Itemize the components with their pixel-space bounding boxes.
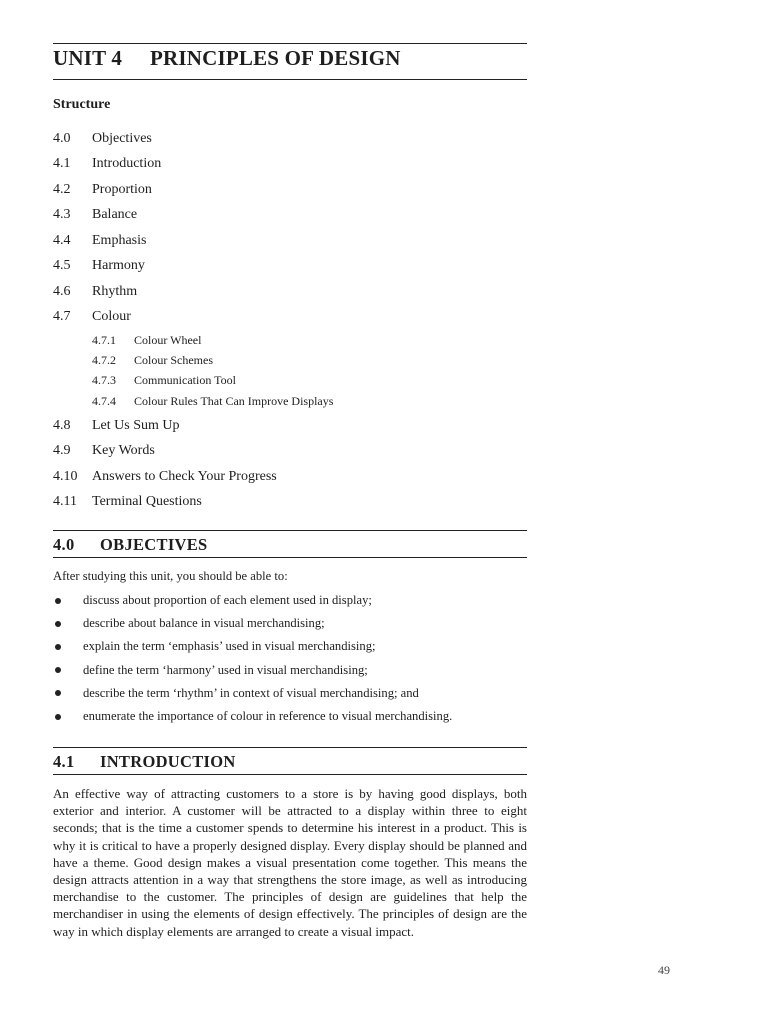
toc-item[interactable] — [53, 177, 527, 203]
toc-item[interactable] — [53, 305, 527, 331]
objective-item — [53, 705, 527, 728]
toc-item-number: 4.4 — [53, 232, 71, 248]
objective-text: explain the term ‘emphasis’ used in visual merchandising; — [83, 639, 376, 654]
objectives-top-rule — [53, 530, 527, 531]
objective-item — [53, 635, 527, 658]
objective-text: enumerate the importance of colour in reference to visual merchandising. — [83, 709, 453, 724]
toc-item-label: Let Us Sum Up — [92, 417, 180, 433]
objective-text: discuss about proportion of each element used in display; — [83, 593, 372, 608]
objective-item — [53, 612, 527, 635]
objectives-heading — [53, 535, 208, 555]
toc-item-label: Key Words — [92, 443, 155, 459]
toc-item-number: 4.2 — [53, 181, 71, 197]
toc-item[interactable] — [53, 413, 527, 439]
objectives-bottom-rule — [53, 557, 527, 558]
objective-item — [53, 589, 527, 612]
toc-item-number: 4.6 — [53, 283, 71, 299]
objective-text: describe about balance in visual merchandising; — [83, 616, 325, 631]
introduction-title: INTRODUCTION — [100, 752, 236, 771]
bullet-icon — [55, 714, 61, 720]
objective-text: describe the term ‘rhythm’ in context of visual merchandising; and — [83, 685, 419, 700]
toc-subitem-number: 4.7.2 — [92, 352, 116, 367]
toc-item[interactable] — [53, 126, 527, 152]
page-number: 49 — [658, 963, 670, 977]
table-of-contents — [53, 126, 527, 515]
introduction-number: 4.1 — [53, 752, 75, 771]
toc-item-number: 4.0 — [53, 130, 71, 146]
bullet-icon — [55, 644, 61, 650]
toc-item-number: 4.11 — [53, 494, 77, 510]
objectives-title: OBJECTIVES — [100, 535, 208, 554]
toc-item-label: Colour — [92, 309, 131, 325]
objective-item — [53, 659, 527, 682]
toc-item-label: Answers to Check Your Progress — [92, 468, 277, 484]
objectives-number: 4.0 — [53, 535, 75, 554]
toc-item[interactable] — [53, 279, 527, 305]
toc-item[interactable] — [53, 203, 527, 229]
toc-subitem-number: 4.7.1 — [92, 332, 116, 347]
toc-item[interactable] — [53, 464, 527, 490]
unit-name: PRINCIPLES OF DESIGN — [150, 46, 401, 70]
toc-item[interactable] — [53, 228, 527, 254]
toc-subitem-label: Colour Wheel — [134, 332, 202, 347]
introduction-heading — [53, 752, 236, 772]
structure-heading: Structure — [53, 97, 111, 112]
bullet-icon — [55, 621, 61, 627]
unit-number: UNIT 4 — [53, 46, 123, 70]
toc-subitem-label: Colour Rules That Can Improve Displays — [134, 393, 334, 408]
toc-item-label: Harmony — [92, 258, 145, 274]
objective-item — [53, 682, 527, 705]
objective-text: define the term ‘harmony’ used in visual merchandising; — [83, 662, 368, 677]
unit-title-bottom-rule — [53, 79, 527, 80]
toc-subitem-label: Colour Schemes — [134, 352, 213, 367]
toc-item-label: Introduction — [92, 156, 162, 172]
objectives-intro: After studying this unit, you should be able to: — [53, 569, 288, 583]
toc-item[interactable] — [53, 254, 527, 280]
toc-item-label: Terminal Questions — [92, 494, 202, 510]
toc-item-number: 4.9 — [53, 443, 71, 459]
toc-item-number: 4.8 — [53, 417, 71, 433]
objectives-list — [53, 589, 527, 728]
toc-item-label: Balance — [92, 207, 138, 223]
introduction-bottom-rule — [53, 774, 527, 775]
toc-subitem[interactable] — [53, 350, 527, 370]
toc-item-number: 4.3 — [53, 207, 71, 223]
toc-subitem[interactable] — [53, 391, 527, 411]
unit-title — [53, 46, 401, 71]
toc-item[interactable] — [53, 490, 527, 516]
introduction-body: An effective way of attracting customers to a store is by having good displays, both exterior and interior. A customer will be attracted to a display within three to eight seconds; that is the time a customer spends to determine his interest in a product. This is why it is critical to have a properly designed display. Every display should be planned and have a theme. Good design makes a visual presentation come together. This means the design attracts attention in a way that strengthens the store image, as well as introducing merchandise to the customer. The principles of design are guidelines that help the merchandiser in using the elements of design effectively. The principles of design are the way in which display elements are arranged to create a visual impact. — [53, 786, 527, 939]
toc-subitem-number: 4.7.4 — [92, 393, 116, 408]
toc-item-label: Objectives — [92, 130, 152, 146]
toc-item-label: Emphasis — [92, 232, 147, 248]
bullet-icon — [55, 690, 61, 696]
bullet-icon — [55, 667, 61, 673]
unit-title-top-rule — [53, 43, 527, 44]
toc-item[interactable] — [53, 439, 527, 465]
toc-item-number: 4.7 — [53, 309, 71, 325]
introduction-top-rule — [53, 747, 527, 748]
toc-subitem[interactable] — [53, 371, 527, 391]
toc-subitem-number: 4.7.3 — [92, 373, 116, 388]
toc-item-number: 4.5 — [53, 258, 71, 274]
toc-item-label: Proportion — [92, 181, 152, 197]
toc-subitem[interactable] — [53, 330, 527, 350]
toc-item[interactable] — [53, 152, 527, 178]
toc-item-number: 4.1 — [53, 156, 71, 172]
toc-item-number: 4.10 — [53, 468, 78, 484]
bullet-icon — [55, 598, 61, 604]
toc-item-label: Rhythm — [92, 283, 138, 299]
toc-subitem-label: Communication Tool — [134, 373, 236, 388]
